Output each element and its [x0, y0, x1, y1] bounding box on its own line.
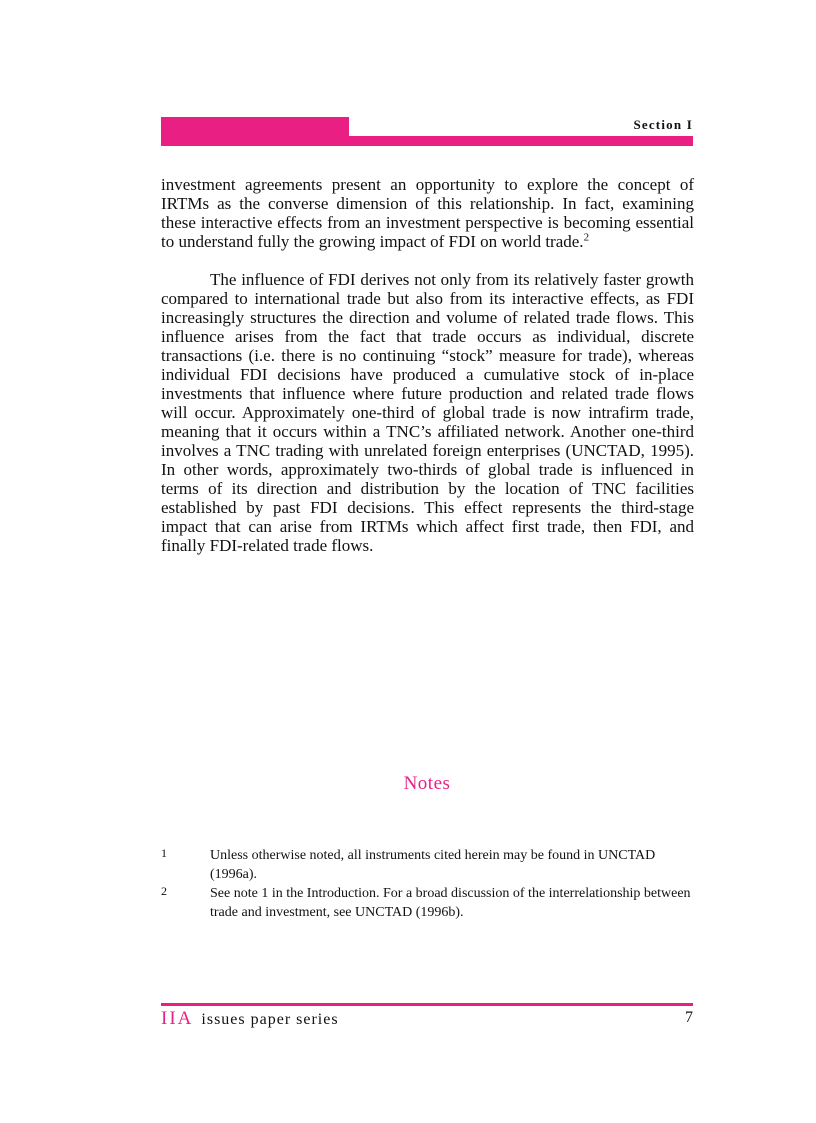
notes-heading: Notes — [403, 773, 451, 794]
paragraph-1-text: investment agreements present an opportunity to explore the concept of IRTMs as the converse dimension of this relationship. In fact, examining these interactive effects from an investment perspective is becoming essential to understand fully the growing impact of FDI on world trade. — [161, 175, 694, 251]
header-accent-tab — [161, 117, 349, 137]
note-text: Unless otherwise noted, all instruments cited herein may be found in UNCTAD (1996a). — [210, 848, 656, 882]
paragraph-2: The influence of FDI derives not only from its relatively faster growth compared to international trade but also from its interactive effects, as FDI increasingly structures the direction and volume of related trade flows. This influence arises from the fact that trade occurs as individual, discrete transactions (i.e. there is no continuing “stock” measure for trade), whereas individual FDI decisions have produced a cumulative stock of in-place investments that influence where future production and related trade flows will occur. Approximately one-third of global trade is now intrafirm trade, meaning that it occurs within a TNC’s affiliated network. Another one-third involves a TNC trading with unrelated foreign enterprises (UNCTAD, 1995). In other words, approximately two-thirds of global trade is influenced in terms of its direction and distribution by the location of TNC facilities established by past FDI decisions. This effect represents the third-stage impact that can arise from IRTMs which affect first trade, then FDI, and finally FDI-related trade flows. — [161, 270, 694, 555]
notes-list — [161, 846, 694, 922]
page-number: 7 — [685, 1009, 693, 1026]
footer-accent-rule — [161, 1003, 693, 1006]
footer-series-label: issues paper series — [201, 1011, 339, 1028]
footer-series-title — [161, 1008, 339, 1030]
paragraph-1 — [161, 175, 694, 251]
note-text: See note 1 in the Introduction. For a broad discussion of the interrelationship between trade and investment, see UNCTAD (1996b). — [210, 886, 691, 920]
note-number: 1 — [161, 846, 167, 860]
body-text — [161, 175, 694, 555]
note-number: 2 — [161, 884, 167, 898]
note-item — [161, 846, 694, 884]
footer-brand: IIA — [161, 1008, 194, 1029]
note-item — [161, 884, 694, 922]
header-accent-bar — [161, 136, 693, 146]
footnote-reference[interactable]: 2 — [583, 231, 590, 244]
section-label: Section I — [633, 117, 693, 132]
